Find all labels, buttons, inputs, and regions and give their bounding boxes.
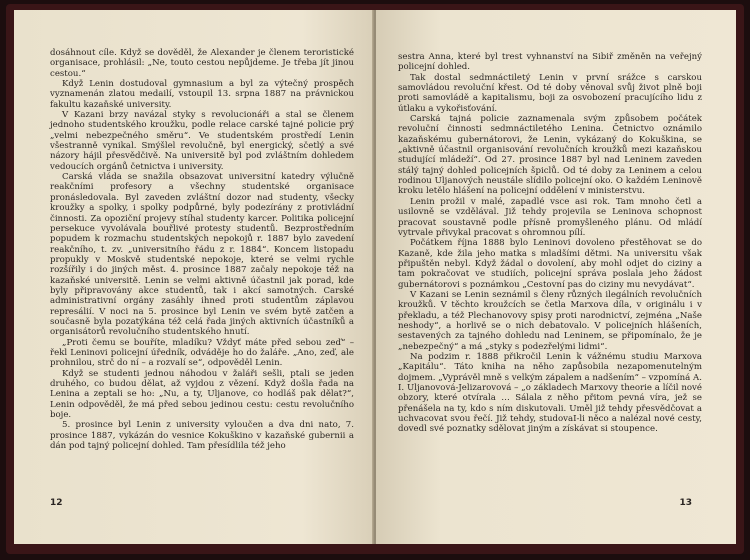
- paragraph: Když Lenin dostudoval gymnasium a byl za výtečný prospěch vyznamenán zlatou medailí, vstoupil 13. srpna 1887 na právnickou fakultu kazaňské university.: [50, 79, 354, 110]
- paragraph: Počátkem října 1888 bylo Leninovi dovoleno přestěhovat se do Kazaně, kde žila jeho matka s mladšími dětmi. Na universitu však připuštěn nebyl. Když žádal o dovolení, aby mohl odjet do ciziny a tam pokračovat ve studiích, policejní správa poslala jeho žádost gubernátorovi s poznámkou „Cestovní pas do ciziny mu nevydávat“.: [398, 238, 702, 290]
- page-number-right: 13: [679, 498, 692, 508]
- book-spread: [6, 4, 744, 554]
- paragraph: Na podzim r. 1888 přikročil Lenin k vážnému studiu Marxova „Kapitálu“. Táto kniha na něho zapůsobila nezapomenutelným dojmem. „Vyprávěl mně s velkým zápalem a nadšením“ – vzpomíná A. I. Uljanovová-Jelizarovová – „o základech Marxovy theorie a líčil nové obzory, které otvírala … Sálala z něho přitom pevná víra, jež se přenášela na ty, kdo s ním diskutovali. Uměl již tehdy přesvědčovat a uchvacovat svou řečí. Již tehdy, studovaI-li něco a nalézal nové cesty, dovedl své poznatky sdělovat jiným a získávat si stoupence.: [398, 351, 702, 435]
- paragraph: V Kazani brzy navázal styky s revolucionáři a stal se členem jednoho studentského kroužku, podle relace carské tajné policie prý „velmi nebezpečného směru“. Ve studentském prostředí Lenin všestranně vynikal. Smýšlel revolučně, byl energický, sčetlý a své názory hájil přesvědčivě. Na universitě byl pod zvláštním dohledem vedoucích orgánů četnictva i university.: [50, 110, 354, 172]
- paragraph: Tak dostal sedmnáctiletý Lenin v první srážce s carskou samovládou revoluční křest. Od té doby věnoval svůj život plně boji proti samovládě a kapitalismu, boji za osvobození pracujícího lidu z útlaku a vykořisťování.: [398, 72, 702, 114]
- paragraph: Když se studenti jednou náhodou v žaláři sešli, ptali se jeden druhého, co budou dělat, až vyjdou z vězení. Když došla řada na Lenina a zeptali se ho: „Nu, a ty, Uljanove, co hodláš pak dělat?“, Lenin odpověděl, že má před sebou jedinou cestu: cestu revolučního boje.: [50, 368, 354, 421]
- paragraph: Carská vláda se snažila obsazovat universitní katedry výlučně reakčními profesory a všechny studentské organisace pronásledovala. Byl zaveden zvláštní dozor nad studenty, všecky kroužky a spolky, i spolky podpůrné, byly podezírány z protivládní činnosti. Za opoziční projevy stíhal studenty karcer. Politika policejní persekuce vyvolávala bouřlivé protesty studentů. Bezprostředním popudem k rozmachu studentských nepokojů r. 1887 bylo zavedení reakčního, t. zv. „universitního řádu z r. 1884“. Koncem listopadu propukly v Moskvě studentské nepokoje, které se velmi rychle rozšířily i do jiných měst. 4. prosince 1887 začaly nepokoje též na kazaňské universitě. Lenin se velmi aktivně účastnil jak porad, kde byly připravovány akce studentů, tak i akcí samotných. Carské administrativní orgány zasáhly ihned proti studentům záplavou represálií. V noci na 5. prosince byl Lenin ve svém bytě zatčen a současně byla pozatýkána též celá řada jiných aktivních účastníků a organisátorů revolučního studentského hnutí.: [50, 172, 354, 338]
- paragraph: V Kazani se Lenin seznámil s členy různých ilegálních revolučních kroužků. V těchto kroužcích se četla Marxova díla, v originálu i v překladu, a též Plechanovovy spisy proti narodnictví, zejména „Naše neshody“, a horlivě se o nich debatovalo. V policejních hlášeních, sestavených za tajného dohledu nad Leninem, se připomínalo, že je „nebezpečný“ a má „styky s podezřelými lidmi“.: [398, 289, 702, 352]
- paragraph: Lenin prožil v malé, zapadlé vsce asi rok. Tam mnoho četl a usilovně se vzdělával. Již tehdy projevila se Leninova schopnost pracovat soustavně podle přísně promyšleného plánu. Od mládí vytrvale přivykal pracovat s ohromnou pílí.: [398, 196, 702, 238]
- paragraph: „Proti čemu se bouříte, mladíku? Vždyť máte před sebou zeď“ – řekl Leninovi policejní úředník, odváděje ho do žaláře. „Ano, zeď, ale prohnilou, strč do ní – a rozvalí se“, odpověděl Lenin.: [50, 337, 354, 369]
- paragraph: sestra Anna, které byl trest vyhnanství na Sibiř změněn na veřejný policejní dohled.: [398, 52, 702, 73]
- paragraph: 5. prosince byl Lenin z university vyloučen a dva dni nato, 7. prosince 1887, vykázán do vesnice Kokuškino v kazaňské gubernii a dán pod tajný policejní dohled. Tam přesídlila též jeho: [50, 420, 354, 452]
- right-page-text: [398, 52, 702, 435]
- paragraph: Carská tajná policie zaznamenala svým způsobem počátek revoluční činnosti sedmnáctiletého Lenina. Četnictvo oznámilo kazaňskému gubernátorovi, že Lenin, vykázaný do Kokuškina, se „aktivně účastnil organisování revolučních kroužků mezi kazaňskou studující mládeží“. Od 27. prosince 1887 byl nad Leninem zaveden stálý tajný dohled policejních špiclů. Od té doby za Leninem a celou rodinou Uljanových neustále slídilo policejní oko. O každém Leninově kroku letělo hlášení na policejní oddělení v ministerstvu.: [398, 114, 702, 197]
- left-page-text: [50, 48, 354, 451]
- paragraph: dosáhnout cíle. Když se dověděl, že Alexander je členem teroristické organisace, prohlásil: „Ne, touto cestou nepůjdeme. Je třeba jít jinou cestou.“: [50, 48, 354, 79]
- right-page: [376, 10, 736, 544]
- left-page: [14, 10, 374, 544]
- page-number-left: 12: [50, 498, 63, 508]
